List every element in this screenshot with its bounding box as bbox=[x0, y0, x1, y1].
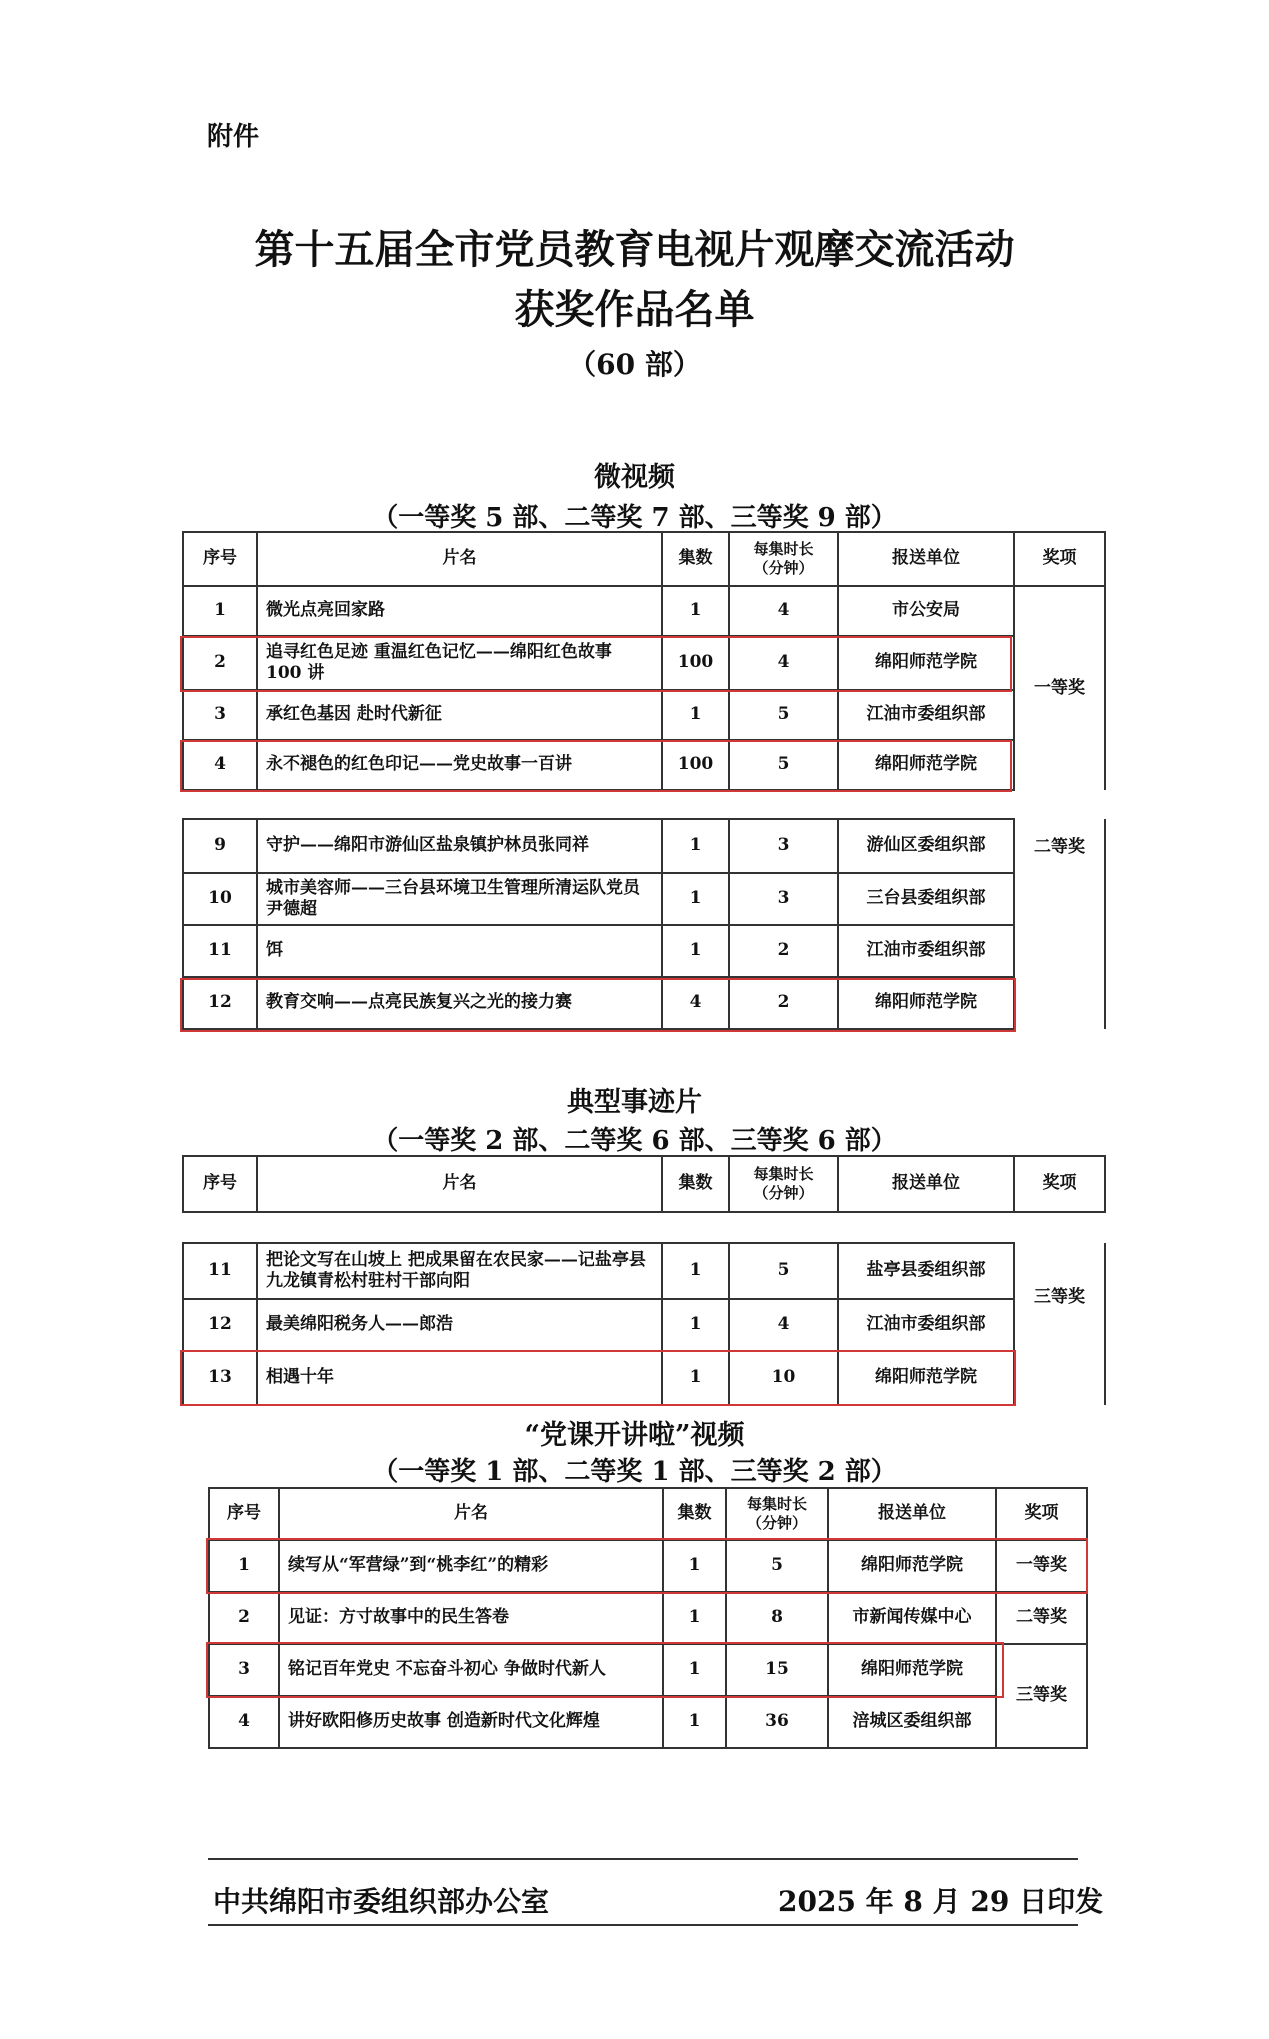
row-unit: 江油市委组织部 bbox=[838, 1299, 1014, 1351]
row-no: 3 bbox=[183, 690, 257, 740]
header-unit: 报送单位 bbox=[838, 532, 1014, 586]
row-name: 永不褪色的红色印记——党史故事一百讲 bbox=[257, 740, 662, 790]
row-duration: 2 bbox=[729, 925, 838, 977]
section1-table-a bbox=[182, 531, 1106, 791]
row-duration: 5 bbox=[729, 740, 838, 790]
row-no: 2 bbox=[209, 1592, 279, 1644]
row-name: 见证：方寸故事中的民生答卷 bbox=[279, 1592, 663, 1644]
table-row bbox=[183, 977, 1105, 1029]
row-episodes: 1 bbox=[663, 1540, 726, 1592]
section2-title: 典型事迹片 bbox=[567, 1087, 702, 1118]
table-row bbox=[183, 586, 1105, 636]
row-name: 饵 bbox=[257, 925, 662, 977]
row-episodes: 1 bbox=[662, 1299, 729, 1351]
row-duration: 5 bbox=[729, 690, 838, 740]
section3-table bbox=[208, 1487, 1088, 1749]
section2-table-header bbox=[182, 1155, 1106, 1213]
award-second-prize: 二等奖 bbox=[1014, 819, 1105, 1029]
row-episodes: 1 bbox=[662, 873, 729, 925]
row-name: 讲好欧阳修历史故事 创造新时代文化辉煌 bbox=[279, 1696, 663, 1748]
row-duration: 4 bbox=[729, 636, 838, 690]
row-no: 4 bbox=[183, 740, 257, 790]
row-no: 12 bbox=[183, 1299, 257, 1351]
footer-top-rule bbox=[208, 1858, 1078, 1860]
header-award: 奖项 bbox=[1014, 532, 1105, 586]
row-name: 追寻红色足迹 重温红色记忆——绵阳红色故事 100 讲 bbox=[257, 636, 662, 690]
row-name: 相遇十年 bbox=[257, 1351, 662, 1405]
row-unit: 盐亭县委组织部 bbox=[838, 1243, 1014, 1299]
header-episodes: 集数 bbox=[663, 1488, 726, 1540]
row-duration: 2 bbox=[729, 977, 838, 1029]
header-episodes: 集数 bbox=[662, 532, 729, 586]
row-name: 把论文写在山坡上 把成果留在农民家——记盐亭县九龙镇青松村驻村干部向阳 bbox=[257, 1243, 662, 1299]
row-name: 最美绵阳税务人——郎浩 bbox=[257, 1299, 662, 1351]
row-unit: 绵阳师范学院 bbox=[838, 1351, 1014, 1405]
header-unit: 报送单位 bbox=[838, 1156, 1014, 1212]
table-row bbox=[183, 690, 1105, 740]
section2-subtitle: （一等奖 2 部、二等奖 6 部、三等奖 6 部） bbox=[372, 1126, 897, 1156]
row-no: 11 bbox=[183, 925, 257, 977]
table-row bbox=[183, 636, 1105, 690]
header-duration: 每集时长 （分钟） bbox=[726, 1488, 828, 1540]
row-duration: 5 bbox=[726, 1540, 828, 1592]
row-no: 3 bbox=[209, 1644, 279, 1696]
row-no: 1 bbox=[183, 586, 257, 636]
header-no: 序号 bbox=[183, 1156, 257, 1212]
attachment-label: 附件 bbox=[207, 122, 260, 152]
header-no: 序号 bbox=[183, 532, 257, 586]
row-episodes: 1 bbox=[662, 690, 729, 740]
row-unit: 市新闻传媒中心 bbox=[828, 1592, 996, 1644]
table-header-row bbox=[183, 1156, 1105, 1212]
table-row bbox=[209, 1644, 1087, 1696]
row-no: 2 bbox=[183, 636, 257, 690]
row-duration: 36 bbox=[726, 1696, 828, 1748]
table-row bbox=[209, 1540, 1087, 1592]
section1-table-b bbox=[182, 818, 1106, 1030]
table-row bbox=[183, 1351, 1105, 1405]
table-header-row bbox=[209, 1488, 1087, 1540]
document-title-line1: 第十五届全市党员教育电视片观摩交流活动 bbox=[254, 226, 1015, 273]
row-name: 城市美容师——三台县环境卫生管理所清运队党员尹德超 bbox=[257, 873, 662, 925]
award-third-prize: 三等奖 bbox=[996, 1644, 1087, 1748]
row-duration: 4 bbox=[729, 1299, 838, 1351]
header-no: 序号 bbox=[209, 1488, 279, 1540]
row-unit: 涪城区委组织部 bbox=[828, 1696, 996, 1748]
row-unit: 江油市委组织部 bbox=[838, 925, 1014, 977]
row-duration: 10 bbox=[729, 1351, 838, 1405]
section3-subtitle: （一等奖 1 部、二等奖 1 部、三等奖 2 部） bbox=[372, 1457, 897, 1487]
row-duration: 4 bbox=[729, 586, 838, 636]
row-episodes: 1 bbox=[662, 819, 729, 873]
row-episodes: 1 bbox=[662, 586, 729, 636]
footer-bottom-rule bbox=[208, 1924, 1078, 1926]
table-row bbox=[183, 1243, 1105, 1299]
table-row bbox=[183, 925, 1105, 977]
row-episodes: 1 bbox=[663, 1644, 726, 1696]
row-duration: 8 bbox=[726, 1592, 828, 1644]
document-title-line2: 获奖作品名单 bbox=[514, 286, 755, 333]
section1-subtitle: （一等奖 5 部、二等奖 7 部、三等奖 9 部） bbox=[372, 503, 897, 533]
row-no: 11 bbox=[183, 1243, 257, 1299]
award-first-prize: 一等奖 bbox=[1014, 586, 1105, 790]
table-row bbox=[183, 873, 1105, 925]
row-name: 承红色基因 赴时代新征 bbox=[257, 690, 662, 740]
row-unit: 江油市委组织部 bbox=[838, 690, 1014, 740]
table-row bbox=[209, 1696, 1087, 1748]
header-name: 片名 bbox=[257, 532, 662, 586]
row-episodes: 1 bbox=[662, 1243, 729, 1299]
row-name: 微光点亮回家路 bbox=[257, 586, 662, 636]
footer-issuer: 中共绵阳市委组织部办公室 bbox=[213, 1885, 550, 1918]
row-unit: 绵阳师范学院 bbox=[838, 977, 1014, 1029]
award-second-prize: 二等奖 bbox=[996, 1592, 1087, 1644]
row-unit: 绵阳师范学院 bbox=[828, 1540, 996, 1592]
row-unit: 绵阳师范学院 bbox=[838, 740, 1014, 790]
row-episodes: 4 bbox=[662, 977, 729, 1029]
row-unit: 游仙区委组织部 bbox=[838, 819, 1014, 873]
total-count: （60 部） bbox=[568, 348, 701, 381]
row-name: 守护——绵阳市游仙区盐泉镇护林员张同祥 bbox=[257, 819, 662, 873]
table-row bbox=[183, 740, 1105, 790]
row-unit: 三台县委组织部 bbox=[838, 873, 1014, 925]
row-episodes: 1 bbox=[663, 1696, 726, 1748]
table-row bbox=[209, 1592, 1087, 1644]
row-episodes: 1 bbox=[662, 1351, 729, 1405]
row-duration: 3 bbox=[729, 819, 838, 873]
section3-title: “党课开讲啦”视频 bbox=[524, 1420, 745, 1451]
row-no: 4 bbox=[209, 1696, 279, 1748]
row-name: 铭记百年党史 不忘奋斗初心 争做时代新人 bbox=[279, 1644, 663, 1696]
row-unit: 绵阳师范学院 bbox=[838, 636, 1014, 690]
footer-date: 2025 年 8 月 29 日印发 bbox=[778, 1885, 1104, 1918]
header-duration: 每集时长 （分钟） bbox=[729, 1156, 838, 1212]
table-row bbox=[183, 1299, 1105, 1351]
row-no: 9 bbox=[183, 819, 257, 873]
row-duration: 3 bbox=[729, 873, 838, 925]
header-duration: 每集时长 （分钟） bbox=[729, 532, 838, 586]
header-award: 奖项 bbox=[996, 1488, 1087, 1540]
header-episodes: 集数 bbox=[662, 1156, 729, 1212]
table-header-row bbox=[183, 532, 1105, 586]
row-episodes: 100 bbox=[662, 740, 729, 790]
header-name: 片名 bbox=[279, 1488, 663, 1540]
table-row bbox=[183, 819, 1105, 873]
row-no: 12 bbox=[183, 977, 257, 1029]
row-episodes: 1 bbox=[662, 925, 729, 977]
section2-table bbox=[182, 1242, 1106, 1406]
row-name: 教育交响——点亮民族复兴之光的接力赛 bbox=[257, 977, 662, 1029]
header-award: 奖项 bbox=[1014, 1156, 1105, 1212]
award-first-prize: 一等奖 bbox=[996, 1540, 1087, 1592]
row-no: 10 bbox=[183, 873, 257, 925]
award-third-prize: 三等奖 bbox=[1014, 1243, 1105, 1405]
row-no: 13 bbox=[183, 1351, 257, 1405]
row-no: 1 bbox=[209, 1540, 279, 1592]
header-name: 片名 bbox=[257, 1156, 662, 1212]
header-unit: 报送单位 bbox=[828, 1488, 996, 1540]
row-duration: 15 bbox=[726, 1644, 828, 1696]
row-unit: 市公安局 bbox=[838, 586, 1014, 636]
row-name: 续写从“军营绿”到“桃李红”的精彩 bbox=[279, 1540, 663, 1592]
section1-title: 微视频 bbox=[594, 462, 675, 493]
row-episodes: 1 bbox=[663, 1592, 726, 1644]
row-duration: 5 bbox=[729, 1243, 838, 1299]
row-unit: 绵阳师范学院 bbox=[828, 1644, 996, 1696]
row-episodes: 100 bbox=[662, 636, 729, 690]
